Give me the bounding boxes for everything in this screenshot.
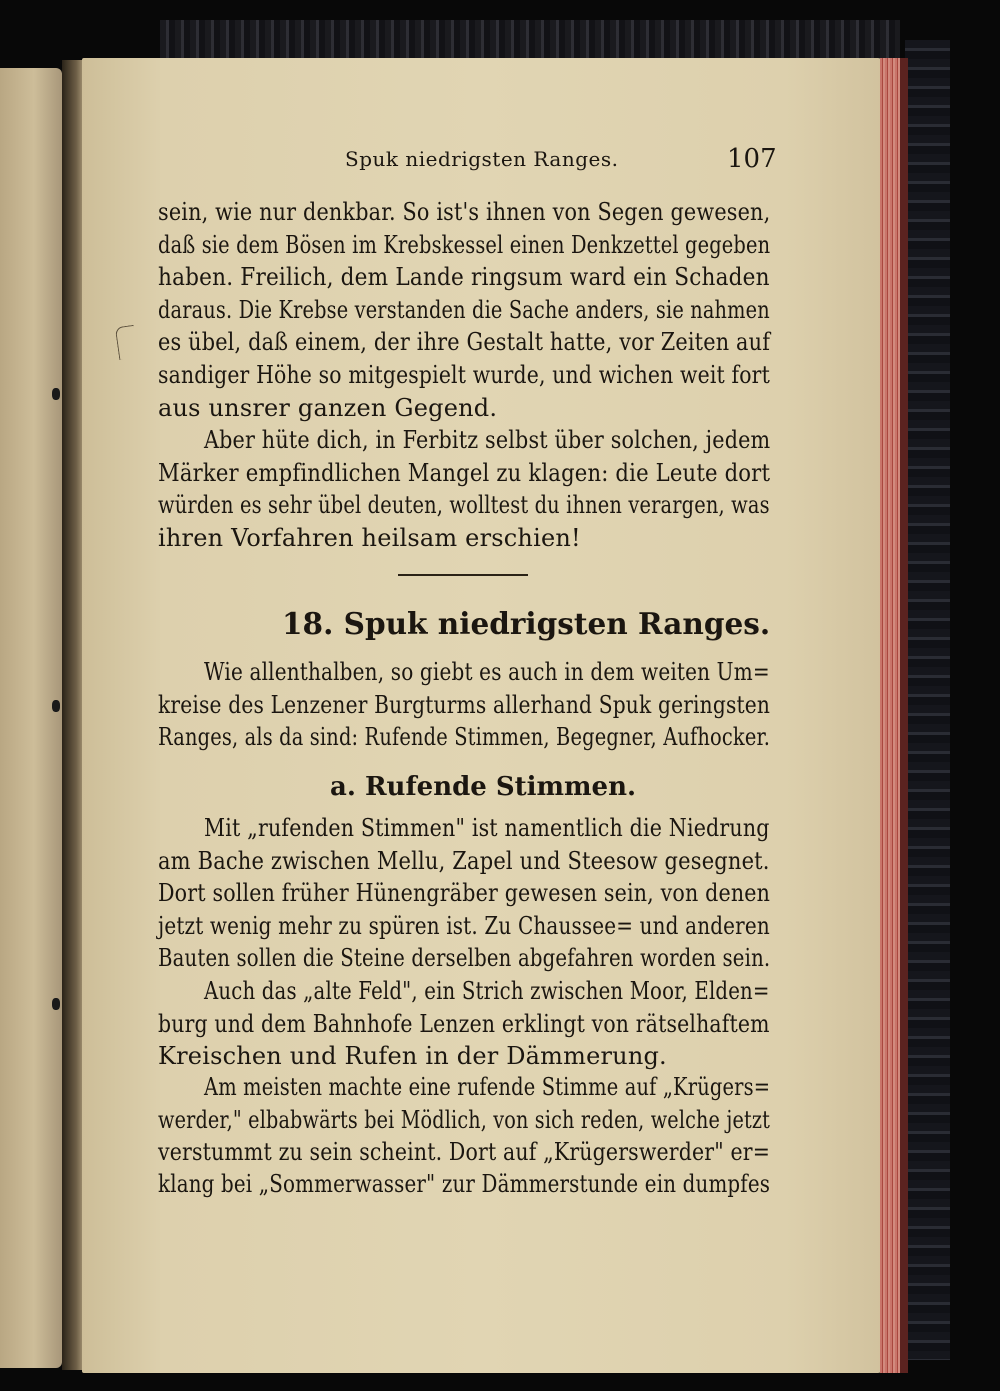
section-divider xyxy=(398,574,528,576)
text-line: Ranges, als da sind: Rufende Stimmen, Begegner, Aufhocker. xyxy=(158,723,771,751)
text-line: würden es sehr übel deuten, wolltest du ihnen verargen, was xyxy=(158,491,770,519)
text-line: sein, wie nur denkbar. So ist's ihnen von Segen gewesen, xyxy=(158,198,771,226)
text-line: werder," elbabwärts bei Mödlich, von sich reden, welche jetzt xyxy=(158,1106,771,1134)
page-edges-shadow xyxy=(900,58,908,1373)
text-line: Kreischen und Rufen in der Dämmerung. xyxy=(158,1042,667,1070)
text-line: Bauten sollen die Steine derselben abgefahren worden sein. xyxy=(158,944,771,972)
text-line: jetzt wenig mehr zu spüren ist. Zu Chaussee= und anderen xyxy=(158,912,770,940)
ink-mark xyxy=(52,700,60,712)
text-line: Aber hüte dich, in Ferbitz selbst über solchen, jedem xyxy=(204,426,771,454)
running-title: Spuk niedrigsten Ranges. xyxy=(345,147,619,171)
left-page-edge xyxy=(0,68,62,1368)
text-line: es übel, daß einem, der ihre Gestalt hatte, vor Zeiten auf xyxy=(158,328,771,356)
page-edges-red xyxy=(880,58,902,1373)
text-line: verstummt zu sein scheint. Dort auf „Krügerswerder" er= xyxy=(158,1138,771,1166)
text-line: sandiger Höhe so mitgespielt wurde, und wichen weit fort xyxy=(158,361,770,389)
text-line: ihren Vorfahren heilsam erschien! xyxy=(158,524,581,552)
section-heading: 18. Spuk niedrigsten Ranges. xyxy=(282,607,771,642)
text-line: klang bei „Sommerwasser" zur Dämmerstunde ein dumpfes xyxy=(158,1170,771,1198)
text-line: Dort sollen früher Hünengräber gewesen sein, von denen xyxy=(158,879,771,907)
text-line: Wie allenthalben, so giebt es auch in dem weiten Um= xyxy=(204,658,770,686)
text-line: am Bache zwischen Mellu, Zapel und Steesow gesegnet. xyxy=(158,847,770,875)
text-line: Märker empfindlichen Mangel zu klagen: die Leute dort xyxy=(158,459,771,487)
text-line: kreise des Lenzener Burgturms allerhand Spuk geringsten xyxy=(158,691,771,719)
text-line: Auch das „alte Feld", ein Strich zwischen Moor, Elden= xyxy=(204,977,770,1005)
text-line: Am meisten machte eine rufende Stimme auf „Krügers= xyxy=(204,1073,771,1101)
ink-mark xyxy=(52,388,60,400)
text-line: Mit „rufenden Stimmen" ist namentlich die Niedrung xyxy=(204,814,770,842)
book-cover-right xyxy=(905,40,950,1360)
text-line: daraus. Die Krebse verstanden die Sache anders, sie nahmen xyxy=(158,296,770,324)
page-number: 107 xyxy=(727,144,777,174)
text-line: haben. Freilich, dem Lande ringsum ward ein Schaden xyxy=(158,263,770,291)
text-line: aus unsrer ganzen Gegend. xyxy=(158,394,498,422)
ink-mark xyxy=(52,998,60,1010)
text-line: daß sie dem Bösen im Krebskessel einen Denkzettel gegeben xyxy=(158,231,771,259)
text-line: burg und dem Bahnhofe Lenzen erklingt von rätselhaftem xyxy=(158,1010,770,1038)
subsection-heading: a. Rufende Stimmen. xyxy=(330,772,637,802)
